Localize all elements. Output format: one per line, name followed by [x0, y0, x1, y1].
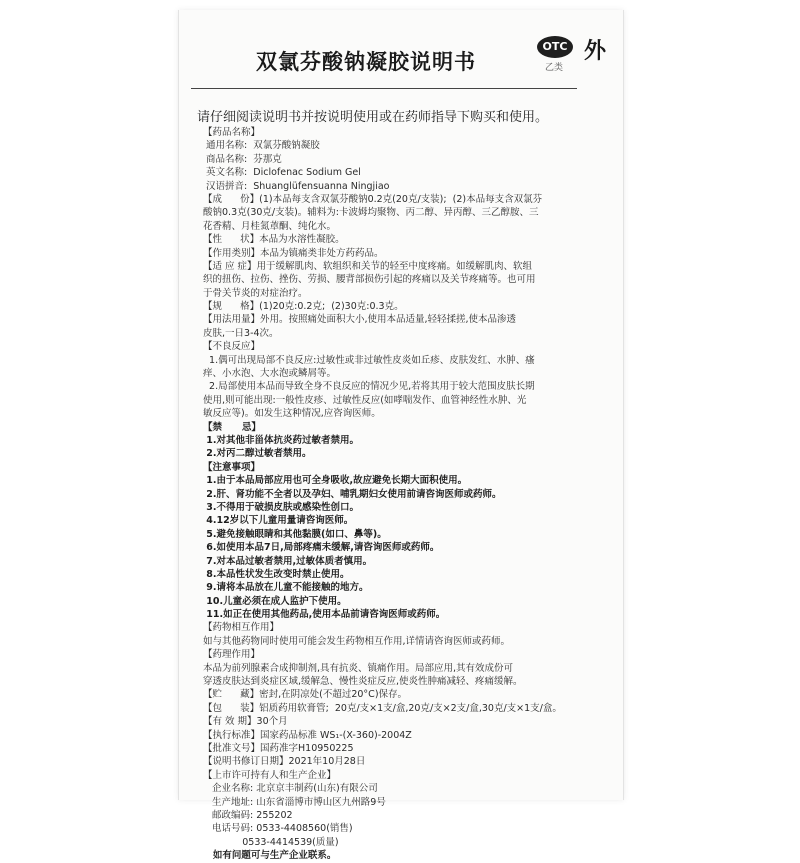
leaflet-line: 【说明书修订日期】2021年10月28日 — [203, 756, 366, 768]
leaflet-line: 【药品名称】 — [203, 127, 261, 138]
leaflet-line: 【性 状】本品为水溶性凝胶。 — [203, 234, 345, 246]
external-use-mark: 外 — [584, 39, 607, 64]
otc-category: 乙类 — [545, 63, 564, 73]
leaflet-line: 1.由于本品局部应用也可全身吸收,故应避免长期大面积使用。 — [203, 475, 468, 487]
leaflet-line: 【用法用量】外用。按照痛处面积大小,使用本品适量,轻轻揉搓,使本品渗透 — [203, 314, 517, 326]
leaflet-sheet — [178, 10, 624, 862]
leaflet-line: 电话号码: 0533-4408560(销售) — [203, 823, 353, 835]
leaflet-line: 【有 效 期】30个月 — [203, 716, 288, 728]
leaflet-line: 穿透皮肤达到炎症区域,缓解急、慢性炎症反应,使炎性肿痛减轻、疼痛缓解。 — [203, 676, 523, 688]
otc-badge: OTC — [537, 36, 573, 58]
leaflet-line: 痒、小水泡、大水泡或鳞屑等。 — [203, 368, 337, 380]
leaflet-line: 5.避免接触眼睛和其他黏膜(如口、鼻等)。 — [203, 528, 387, 540]
leaflet-line: 4.12岁以下儿童用量请咨询医师。 — [203, 515, 354, 527]
leaflet-line: 花香精、月桂氮䓬酮、纯化水。 — [203, 220, 337, 232]
leaflet-line: 织的扭伤、拉伤、挫伤、劳损、腰背部损伤引起的疼痛以及关节疼痛等。也可用 — [203, 274, 536, 286]
leaflet-line: 1.对其他非甾体抗炎药过敏者禁用。 — [203, 434, 360, 446]
leaflet-line: 邮政编码: 255202 — [203, 809, 293, 821]
leaflet-line: 【禁 忌】 — [203, 421, 261, 433]
leaflet-line: 【适 应 症】用于缓解肌肉、软组织和关节的轻至中度疼痛。如缓解肌肉、软组 — [203, 260, 533, 272]
leaflet-line: 9.请将本品放在儿童不能接触的地方。 — [203, 582, 369, 594]
leaflet-line: 商品名称: 芬那克 — [203, 153, 282, 165]
leaflet-line: 皮肤,一日3-4次。 — [203, 327, 279, 339]
leaflet-line: 8.本品性状发生改变时禁止使用。 — [203, 568, 350, 580]
leaflet-line: 如与其他药物同时使用可能会发生药物相互作用,详情请咨询医师或药师。 — [203, 635, 511, 647]
leaflet-line: 【成 份】(1)本品每支含双氯芬酸钠0.2克(20克/支装); (2)本品每支含双氯芬 — [203, 193, 543, 205]
leaflet-line: 于骨关节炎的对症治疗。 — [203, 287, 308, 299]
leaflet-line: 2.局部使用本品而导致全身不良反应的情况少见,若将其用于较大范围皮肤长期 — [203, 381, 535, 393]
leaflet-line: 【药理作用】 — [203, 649, 261, 661]
leaflet-line: 企业名称: 北京京丰制药(山东)有限公司 — [203, 783, 378, 795]
instruction-notice: 请仔细阅读说明书并按说明使用或在药师指导下购买和使用。 — [197, 110, 549, 125]
leaflet-line: 【规 格】(1)20克:0.2克; (2)30克:0.3克。 — [203, 301, 404, 313]
leaflet-line: 2.肝、肾功能不全者以及孕妇、哺乳期妇女使用前请咨询医师或药师。 — [203, 488, 502, 500]
leaflet-line: 【包 装】铝质药用软膏管; 20克/支×1支/盒,20克/支×2支/盒,30克/支×1支/盒。 — [203, 702, 562, 714]
title-divider — [191, 88, 577, 89]
leaflet-line: 【药物相互作用】 — [203, 622, 280, 634]
leaflet-line: 【执行标准】国家药品标准 WS₁-(X-360)-2004Z — [203, 729, 412, 741]
document-title: 双氯芬酸钠凝胶说明书 — [256, 50, 476, 74]
leaflet-line: 英文名称: Diclofenac Sodium Gel — [203, 167, 361, 179]
leaflet-line: 生产地址: 山东省淄博市博山区九州路9号 — [203, 796, 386, 808]
leaflet-line: 【注意事项】 — [203, 461, 261, 473]
leaflet-line: 【上市许可持有人和生产企业】 — [203, 769, 337, 781]
leaflet-line: 10.儿童必须在成人监护下使用。 — [203, 595, 347, 607]
leaflet-line: 1.偶可出现局部不良反应:过敏性或非过敏性皮炎如丘疹、皮肤发红、水肿、瘙 — [203, 354, 535, 366]
leaflet-line: 7.对本品过敏者禁用,过敏体质者慎用。 — [203, 555, 373, 567]
leaflet-line: 通用名称: 双氯芬酸钠凝胶 — [203, 140, 320, 152]
leaflet-line: 【不良反应】 — [203, 341, 261, 353]
leaflet-line: 汉语拼音: Shuanglüfensuanna Ningjiao — [203, 180, 390, 192]
leaflet-line: 【批准文号】国药准字H10950225 — [203, 742, 354, 754]
leaflet-line: 0533-4414539(质量) — [203, 836, 339, 848]
leaflet-line: 2.对丙二醇过敏者禁用。 — [203, 448, 312, 460]
leaflet-line: 【作用类别】本品为镇痛类非处方药药品。 — [203, 247, 384, 259]
leaflet-line: 酸钠0.3克(30克/支装)。辅料为:卡波姆均聚物、丙二醇、异丙醇、三乙醇胺、三 — [203, 207, 539, 219]
leaflet-line: 本品为前列腺素合成抑制剂,具有抗炎、镇痛作用。局部应用,其有效成份可 — [203, 662, 514, 674]
leaflet-line: 【贮 藏】密封,在阴凉处(不超过20°C)保存。 — [203, 689, 408, 701]
leaflet-body — [203, 126, 617, 862]
leaflet-line: 3.不得用于破损皮肤或感染性创口。 — [203, 501, 360, 513]
leaflet-line: 使用,则可能出现:一般性皮疹、过敏性反应(如哮喘发作、血管神经性水肿、光 — [203, 394, 527, 406]
leaflet-line: 敏反应等)。如发生这种情况,应咨询医师。 — [203, 408, 381, 420]
leaflet-line: 11.如正在使用其他药品,使用本品前请咨询医师或药师。 — [203, 609, 446, 621]
leaflet-line: 如有问题可与生产企业联系。 — [203, 850, 337, 862]
leaflet-line: 6.如使用本品7日,局部疼痛未缓解,请咨询医师或药师。 — [203, 542, 440, 554]
